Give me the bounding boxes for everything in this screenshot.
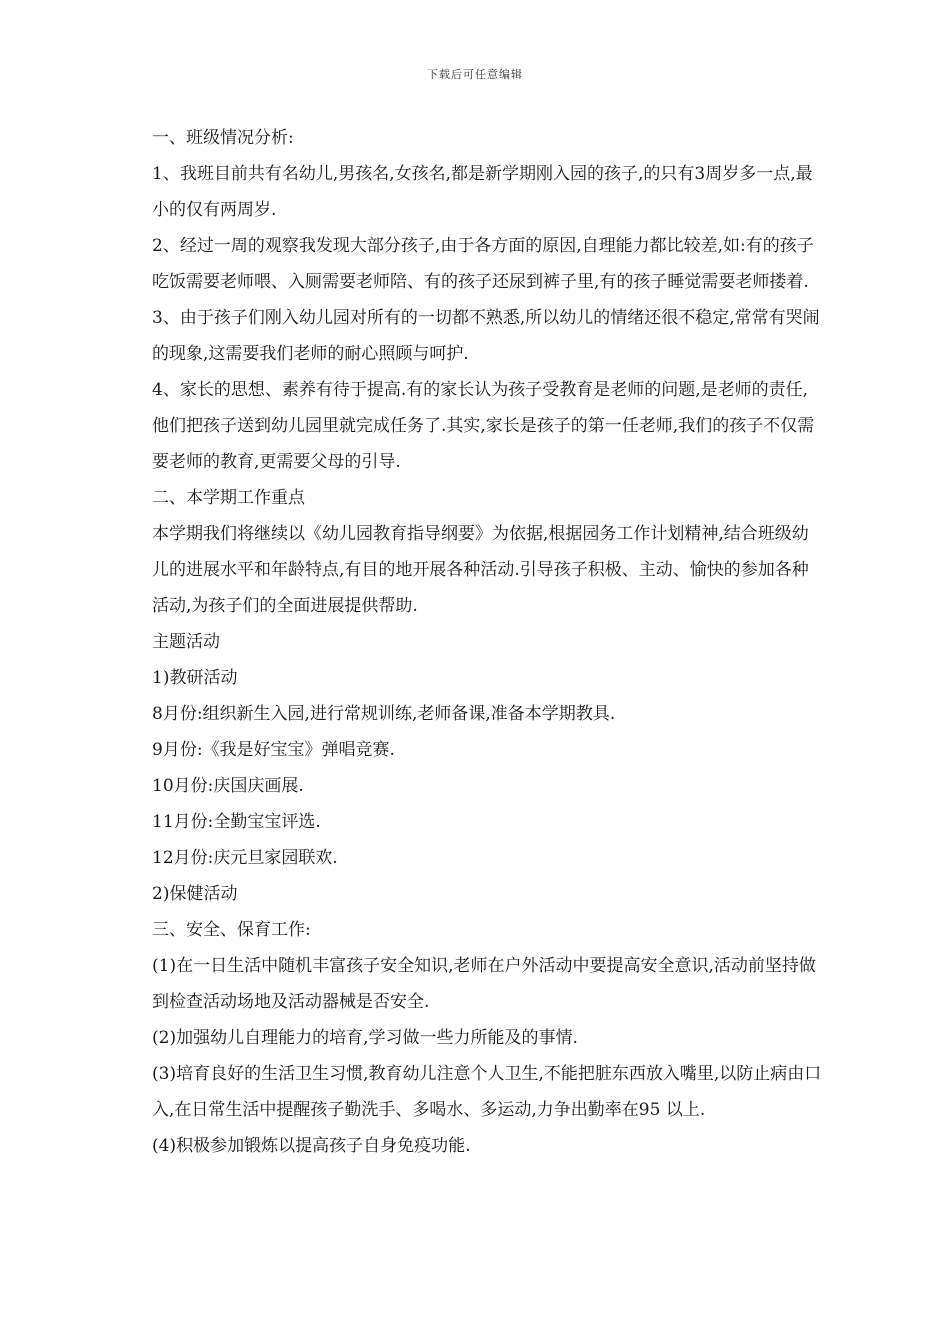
subheading-health: 2)保健活动	[152, 884, 238, 904]
paragraph-safety-1: (1)在一日生活中随机丰富孩子安全知识,老师在户外活动中要提高安全意识,活动前坚持做到检查活动场地及活动器械是否安全.	[152, 956, 816, 1012]
list-item-oct: 10月份:庆国庆画展.	[152, 776, 304, 796]
list-item-aug: 8月份:组织新生入园,进行常规训练,老师备课,准备本学期教具.	[152, 704, 616, 724]
section-heading-1: 一、班级情况分析:	[152, 128, 294, 148]
section-heading-3: 三、安全、保育工作:	[152, 920, 311, 940]
subheading-research: 1)教研活动	[152, 668, 238, 688]
paragraph-safety-2: (2)加强幼儿自理能力的培育,学习做一些力所能及的事情.	[152, 1028, 578, 1048]
paragraph-2: 2、经过一周的观察我发现大部分孩子,由于各方面的原因,自理能力都比较差,如:有的孩子吃饭需要老师喂、入厕需要老师陪、有的孩子还尿到裤子里,有的孩子睡觉需要老师搂着.	[152, 236, 814, 292]
paragraph-4: 4、家长的思想、素养有待于提高.有的家长认为孩子受教育是老师的问题,是老师的责任,他们把孩子送到幼儿园里就完成任务了.其实,家长是孩子的第一任老师,我们的孩子不仅需要老师的教育,更需要父母的引导.	[152, 380, 815, 472]
section-heading-2: 二、本学期工作重点	[152, 488, 305, 508]
page-header: 下载后可任意编辑	[427, 68, 523, 81]
paragraph-safety-4: (4)积极参加锻炼以提高孩子自身免疫功能.	[152, 1136, 471, 1156]
document-body	[143, 120, 823, 1164]
list-item-dec: 12月份:庆元旦家园联欢.	[152, 848, 338, 868]
paragraph-5: 本学期我们将继续以《幼儿园教育指导纲要》为依据,根据园务工作计划精神,结合班级幼儿的进展水平和年龄特点,有目的地开展各种活动.引导孩子积极、主动、愉快的参加各种活动,为孩子们的全面进展提供帮助.	[152, 524, 809, 616]
paragraph-3: 3、由于孩子们刚入幼儿园对所有的一切都不熟悉,所以幼儿的情绪还很不稳定,常常有哭闹的现象,这需要我们老师的耐心照顾与呵护.	[152, 308, 820, 364]
list-item-nov: 11月份:全勤宝宝评选.	[152, 812, 321, 832]
list-item-sep: 9月份:《我是好宝宝》弹唱竞赛.	[152, 740, 395, 760]
paragraph-1: 1、我班目前共有名幼儿,男孩名,女孩名,都是新学期刚入园的孩子,的只有3周岁多一点,最小的仅有两周岁.	[152, 164, 813, 220]
paragraph-safety-3: (3)培育良好的生活卫生习惯,教育幼儿注意个人卫生,不能把脏东西放入嘴里,以防止病由口入,在日常生活中提醒孩子勤洗手、多喝水、多运动,力争出勤率在95 以上.	[152, 1064, 822, 1120]
subheading-theme: 主题活动	[152, 632, 220, 652]
